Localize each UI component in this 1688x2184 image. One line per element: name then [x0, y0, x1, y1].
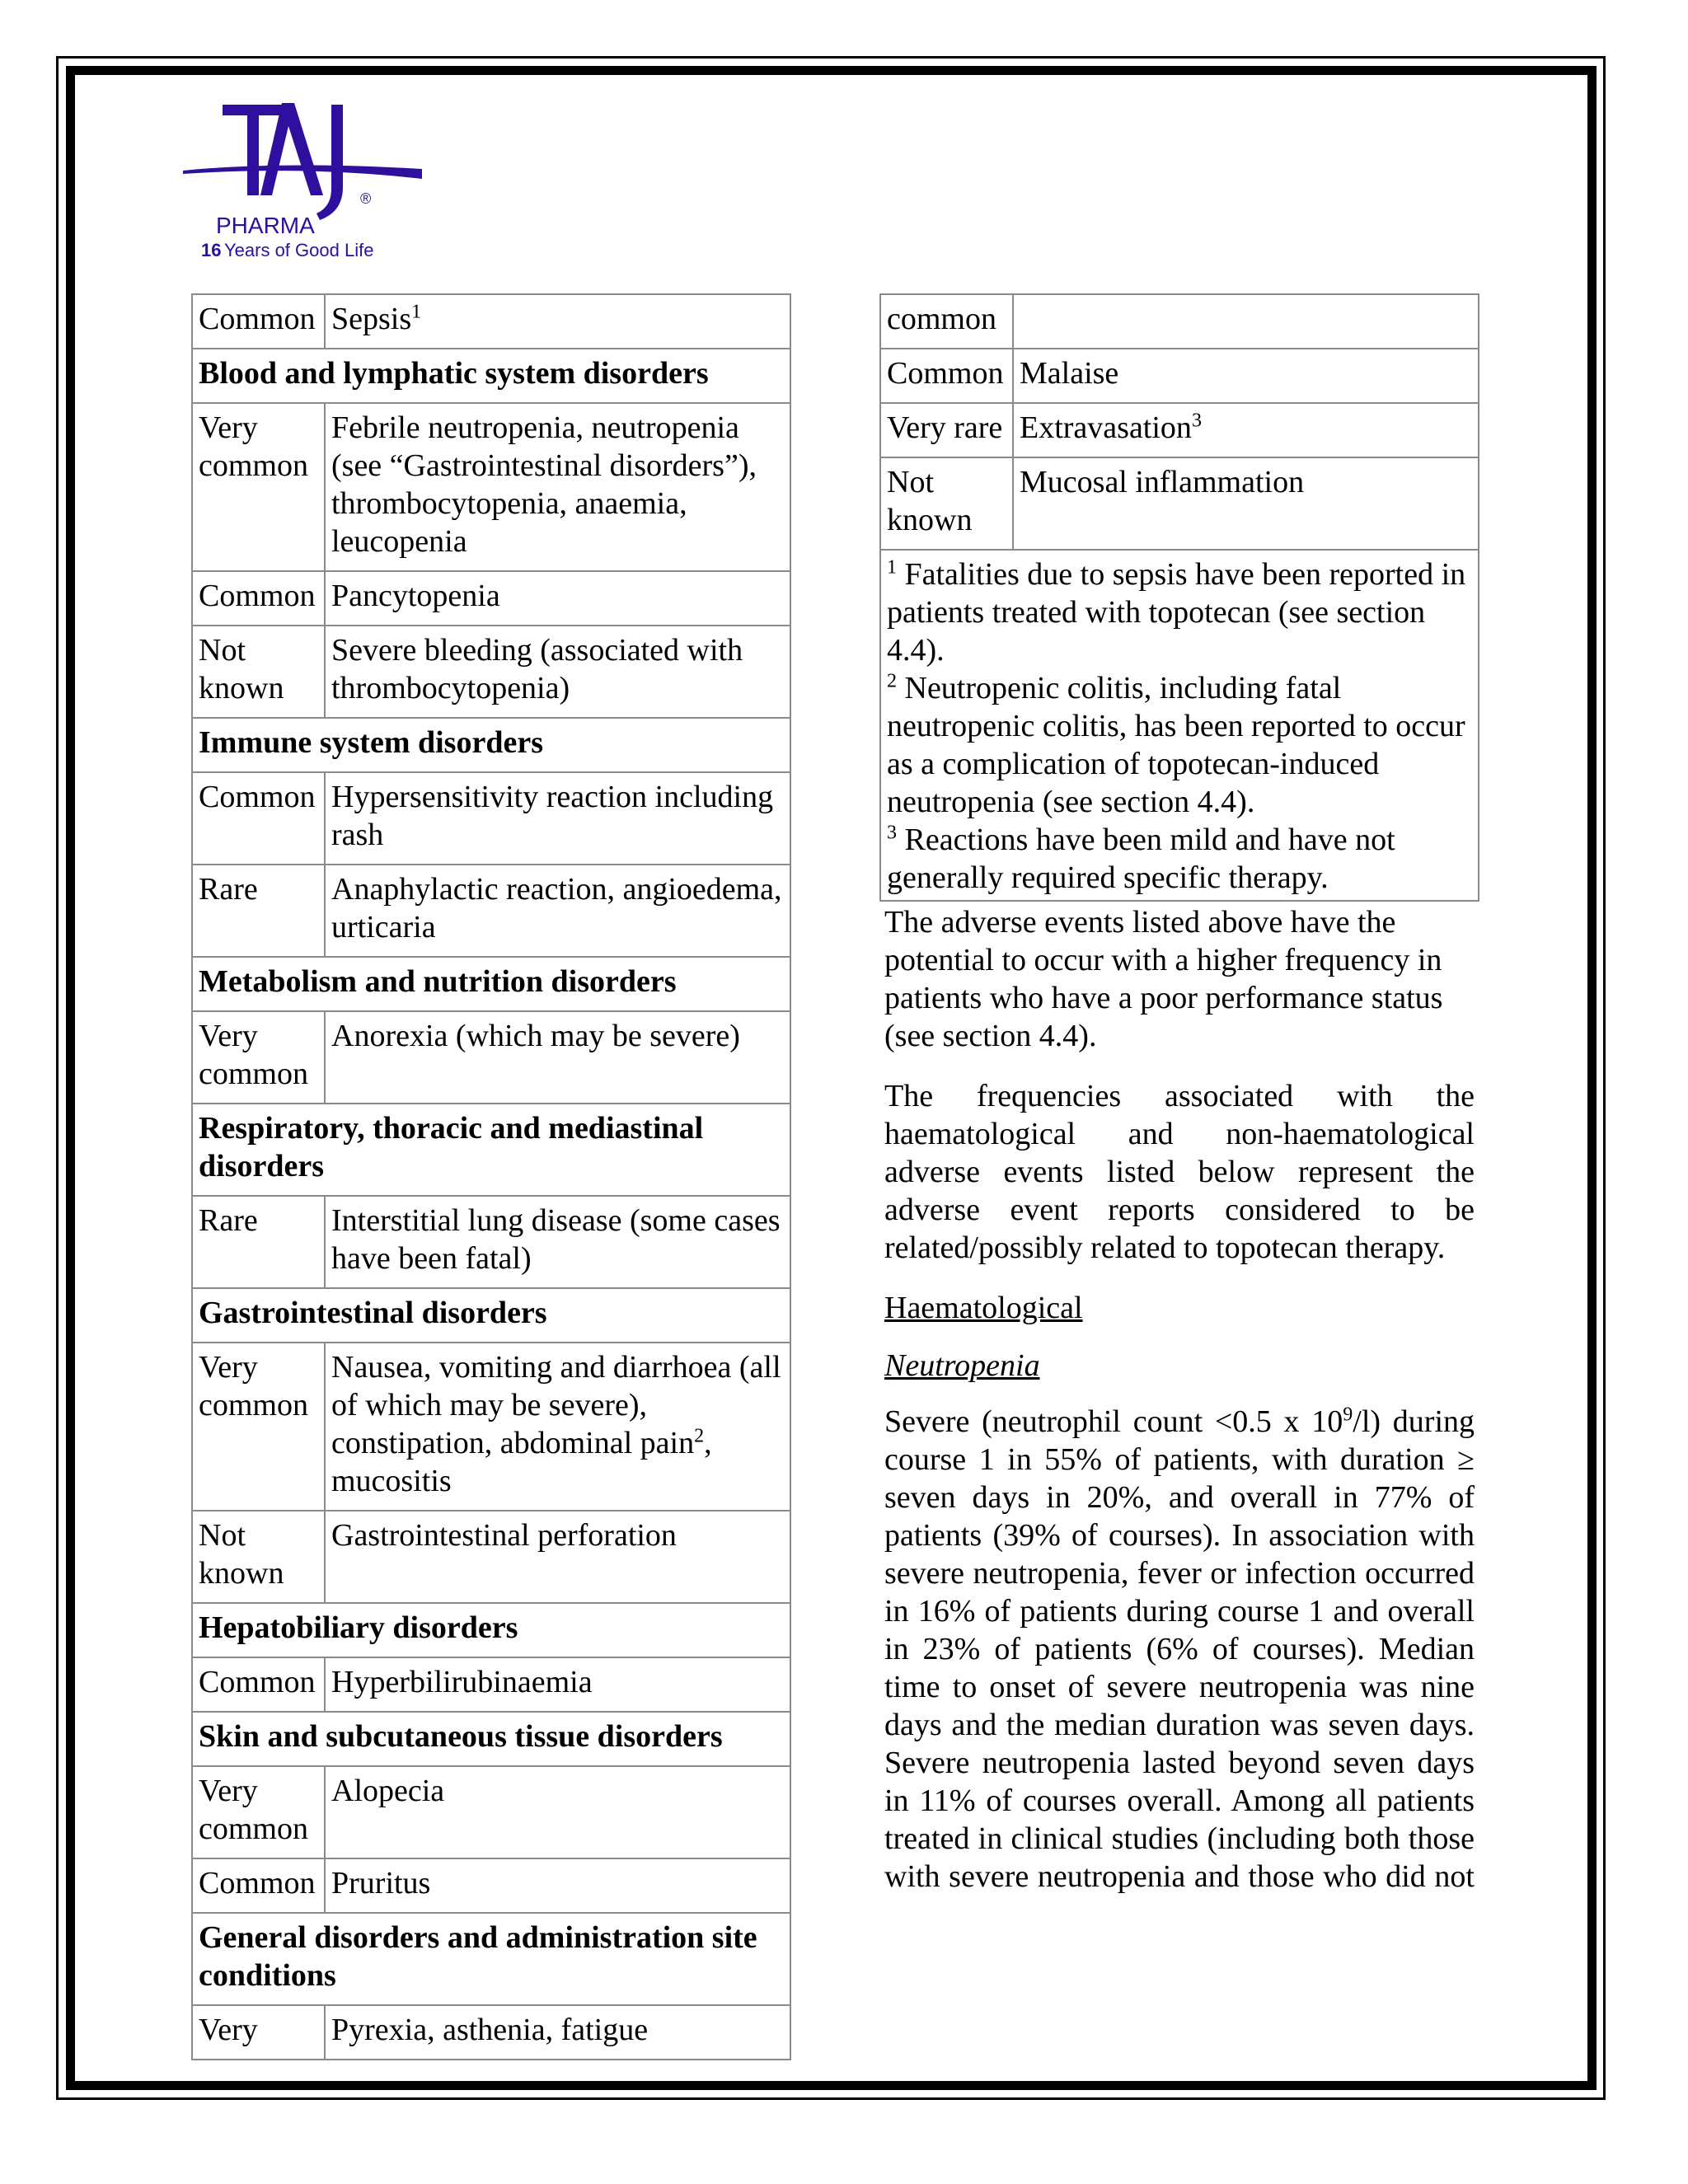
reaction-cell	[325, 1766, 790, 1858]
heading-haematological	[879, 1289, 1479, 1327]
table-row	[192, 1343, 790, 1511]
reaction-cell	[325, 772, 790, 865]
frequency-cell: Common	[880, 349, 1013, 403]
table-row	[192, 1011, 790, 1104]
footnote	[887, 821, 1473, 897]
frequency-cell: Not known	[880, 457, 1013, 550]
right-column	[879, 293, 1479, 1918]
table-row	[880, 403, 1479, 457]
frequency-cell: Common	[192, 1657, 325, 1712]
reaction-text: Hyperbilirubinaemia	[331, 1665, 593, 1699]
table-row	[192, 1196, 790, 1288]
reaction-text: Anorexia (which may be severe)	[331, 1019, 740, 1053]
category-name: Respiratory, thoracic and mediastinal disorders	[192, 1104, 790, 1196]
reaction-text: Sepsis	[331, 302, 412, 336]
footnote-ref: 1	[411, 301, 422, 323]
footnote	[887, 555, 1473, 669]
footnote-number: 1	[887, 556, 897, 579]
reaction-cell	[325, 571, 790, 626]
table-row	[192, 1766, 790, 1858]
table-row	[192, 1511, 790, 1603]
reaction-text: Anaphylactic reaction, angioedema, urticaria	[331, 872, 782, 944]
reaction-cell	[1013, 403, 1479, 457]
reaction-cell	[325, 865, 790, 957]
reaction-text: Gastrointestinal perforation	[331, 1518, 677, 1553]
category-name: Hepatobiliary disorders	[192, 1603, 790, 1657]
reaction-cell	[325, 2005, 790, 2060]
reaction-cell	[1013, 457, 1479, 550]
frequency-cell: Very common	[192, 403, 325, 571]
footnote-text: Fatalities due to sepsis have been reported in patients treated with topotecan (see section 4.4).	[887, 557, 1466, 668]
table-row	[192, 403, 790, 571]
table-row	[880, 457, 1479, 550]
reaction-text: Pruritus	[331, 1866, 431, 1900]
logo-pharma-text: PHARMA	[216, 213, 315, 238]
footnote-ref: 3	[1191, 410, 1202, 432]
footnote-number: 3	[887, 822, 897, 844]
reaction-cell	[325, 403, 790, 571]
table-row	[192, 571, 790, 626]
table-row	[192, 2005, 790, 2060]
frequency-cell: Very	[192, 2005, 325, 2060]
reaction-text: Severe bleeding (associated with thrombocytopenia)	[331, 633, 743, 705]
table-row	[192, 294, 790, 349]
category-name: Skin and subcutaneous tissue disorders	[192, 1712, 790, 1766]
frequency-cell: Common	[192, 294, 325, 349]
footnote-text: Reactions have been mild and have not generally required specific therapy.	[887, 823, 1395, 895]
reaction-cell	[325, 1657, 790, 1712]
text: /l) during course 1 in 55% of patients, with duration ≥ seven days in 20%, and overall in 77% of patients (39% of courses). In association with severe neutropenia, fever or infection occurred in 16% of patients during course 1 and overall in 23% of patients (6% of courses). Median time to onset of severe neutropenia was nine days and the median duration was seven days. Severe neutropenia lasted beyond seven days in 11% of courses overall. Among all patients treated in clinical studies (including both those with severe neutropenia and those who did not	[884, 1404, 1475, 1894]
reaction-cell	[325, 1511, 790, 1603]
reaction-text: Alopecia	[331, 1774, 445, 1808]
frequency-cell: Rare	[192, 865, 325, 957]
category-header-row	[192, 1104, 790, 1196]
footnote-ref: 2	[694, 1425, 705, 1447]
category-header-row	[192, 1712, 790, 1766]
adverse-reactions-table-right	[879, 293, 1479, 902]
category-header-row	[192, 1913, 790, 2005]
reaction-text: Febrile neutropenia, neutropenia (see “Gastrointestinal disorders”), thrombocytopenia, anaemia, leucopenia	[331, 410, 757, 559]
category-header-row	[192, 718, 790, 772]
reaction-cell	[325, 1196, 790, 1288]
reaction-text: Extravasation	[1020, 410, 1192, 445]
table-row	[192, 626, 790, 718]
frequency-cell: Common	[192, 772, 325, 865]
svg-text:16: 16	[201, 240, 222, 260]
reaction-text: Nausea, vomiting and diarrhoea (all of which may be severe), constipation, abdominal pain	[331, 1350, 781, 1460]
frequency-cell: Very common	[192, 1343, 325, 1511]
frequency-cell: common	[880, 294, 1013, 349]
heading-neutropenia	[879, 1347, 1479, 1385]
reaction-text: , mucositis	[331, 1426, 712, 1498]
frequency-cell: Common	[192, 571, 325, 626]
text: Severe (neutrophil count <0.5 x 10	[884, 1404, 1343, 1439]
frequency-cell: Not known	[192, 626, 325, 718]
reaction-text: Interstitial lung disease (some cases have been fatal)	[331, 1203, 781, 1276]
table-row	[192, 865, 790, 957]
svg-text:Years of Good Life: Years of Good Life	[224, 240, 374, 260]
svg-text:®: ®	[360, 190, 372, 207]
category-header-row	[192, 1603, 790, 1657]
footnote-text: Neutropenic colitis, including fatal neutropenic colitis, has been reported to occur as a complication of topotecan-induced neutropenia (see section 4.4).	[887, 671, 1465, 819]
paragraph-frequencies: The frequencies associated with the haematological and non-haematological adverse events listed below represent the adverse event reports considered to be related/possibly related to topotecan therapy.	[884, 1079, 1475, 1265]
table-row	[880, 349, 1479, 403]
frequency-cell: Rare	[192, 1196, 325, 1288]
reaction-cell	[325, 626, 790, 718]
reaction-cell	[325, 1858, 790, 1913]
category-name: General disorders and administration site conditions	[192, 1913, 790, 2005]
reaction-text: Mucosal inflammation	[1020, 465, 1305, 499]
reaction-cell	[325, 1343, 790, 1511]
category-header-row	[192, 349, 790, 403]
category-header-row	[192, 957, 790, 1011]
frequency-cell: Very rare	[880, 403, 1013, 457]
category-name: Immune system disorders	[192, 718, 790, 772]
reaction-cell	[325, 294, 790, 349]
frequency-cell: Common	[192, 1858, 325, 1913]
footnote-number: 2	[887, 670, 897, 692]
table-row	[192, 1858, 790, 1913]
heading-neutropenia-text: Neutropenia	[884, 1348, 1040, 1383]
taj-pharma-logo	[183, 103, 430, 260]
frequency-cell: Not known	[192, 1511, 325, 1603]
table-row	[192, 772, 790, 865]
superscript: 9	[1343, 1404, 1353, 1426]
reaction-text: Pancytopenia	[331, 579, 500, 613]
adverse-reactions-table-left	[191, 293, 791, 2060]
table-row	[880, 294, 1479, 349]
frequency-cell: Very common	[192, 1011, 325, 1104]
category-name: Metabolism and nutrition disorders	[192, 957, 790, 1011]
reaction-text: Pyrexia, asthenia, fatigue	[331, 2013, 649, 2047]
reaction-cell	[325, 1011, 790, 1104]
heading-haematological-text: Haematological	[884, 1291, 1083, 1325]
reaction-text: Hypersensitivity reaction including rash	[331, 780, 774, 852]
reaction-cell	[1013, 294, 1479, 349]
category-name: Gastrointestinal disorders	[192, 1288, 790, 1343]
paragraph-neutropenia	[879, 1403, 1479, 1896]
frequency-cell: Very common	[192, 1766, 325, 1858]
category-name: Blood and lymphatic system disorders	[192, 349, 790, 403]
reaction-text: Malaise	[1020, 356, 1119, 391]
category-header-row	[192, 1288, 790, 1343]
footnote	[887, 669, 1473, 821]
footnotes-cell	[880, 550, 1479, 901]
paragraph-performance-status: The adverse events listed above have the potential to occur with a higher frequency in patients who have a poor performance status (see section 4.4).	[884, 905, 1443, 1053]
table-row	[192, 1657, 790, 1712]
reaction-cell	[1013, 349, 1479, 403]
